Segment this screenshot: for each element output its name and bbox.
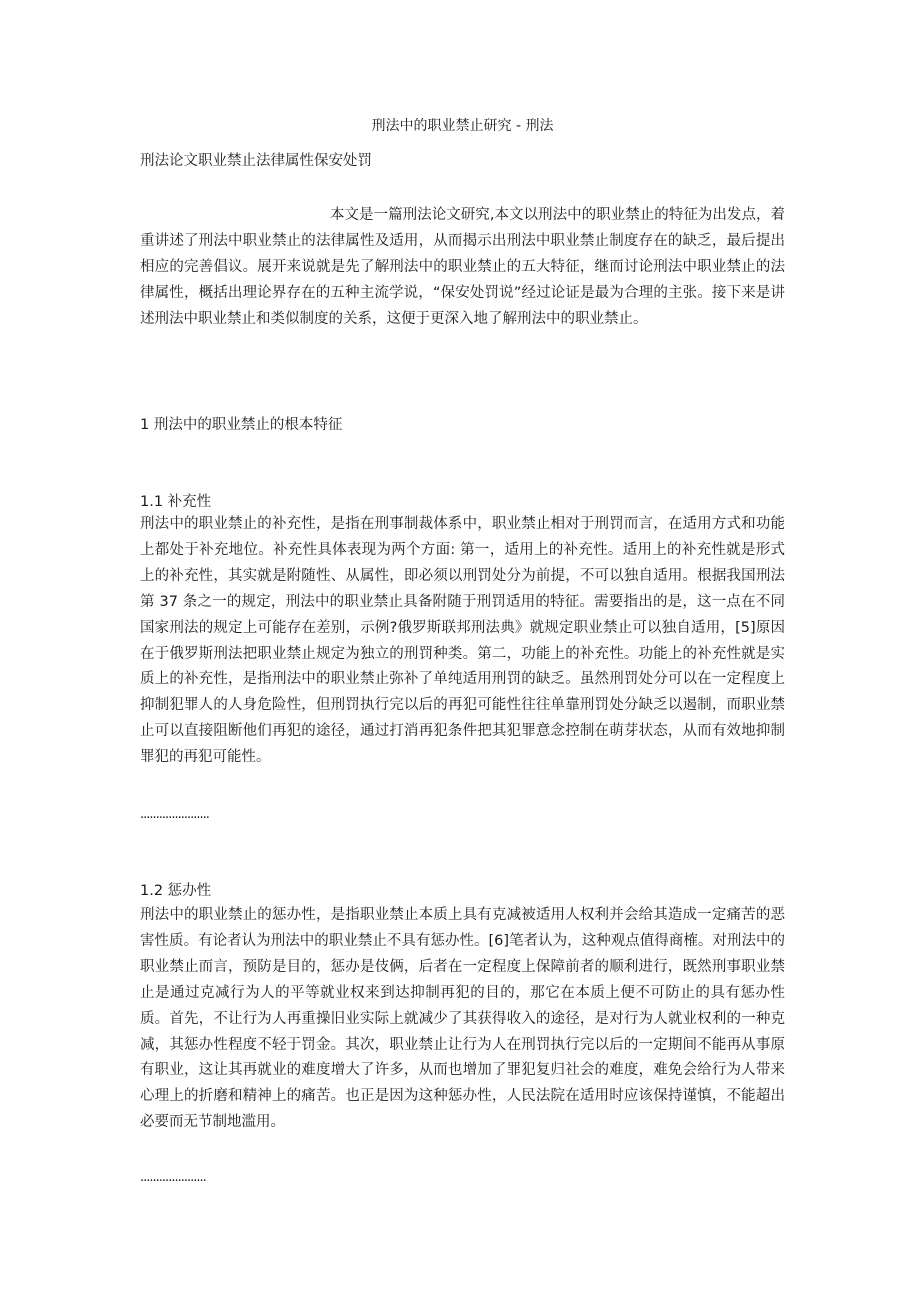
keywords-line: 刑法论文职业禁止法律属性保安处罚 (140, 153, 372, 169)
section-heading: 1 刑法中的职业禁止的根本特征 (140, 417, 343, 433)
ellipsis-marker: ...................... (140, 807, 209, 822)
subsection-paragraph: 刑法中的职业禁止的补充性，是指在刑事制裁体系中，职业禁止相对于刑罚而言，在适用方式和功能上都处于补充地位。补充性具体表现为两个方面: 第一，适用上的补充性。适用上的补充性就是形式上的补充性，其实就是附随性、从属性，即必须以刑罚处分为前提，不可以独自适用。根据我国刑法第 37 条之一的规定，刑法中的职业禁止具备附随于刑罚适用的特征。需要指出的是，这一点在不同国家刑法的规定上可能存在差别，示例?俄罗斯联邦刑法典》就规定职业禁止可以独自适用，[5]原因在于俄罗斯刑法把职业禁止规定为独立的刑罚种类。第二，功能上的补充性。功能上的补充性就是实质上的补充性，是指刑法中的职业禁止弥补了单纯适用刑罚的缺乏。虽然刑罚处分可以在一定程度上抑制犯罪人的人身危险性，但刑罚执行完以后的再犯可能性往往单靠刑罚处分缺乏以遏制，而职业禁止可以直接阻断他们再犯的途径，通过打消再犯条件把其犯罪意念控制在萌芽状态，从而有效地抑制罪犯的再犯可能性。 (140, 516, 785, 766)
subsection-heading: 1.2 惩办性 (140, 883, 212, 899)
abstract-paragraph: 本文是一篇刑法论文研究,本文以刑法中的职业禁止的特征为出发点，着重讲述了刑法中职业禁止的法律属性及适用，从而揭示出刑法中职业禁止制度存在的缺乏，最后提出相应的完善倡议。展开来说就是先了解刑法中的职业禁止的五大特征，继而讨论刑法中职业禁止的法律属性，概括出理论界存在的五种主流学说，“保安处罚说”经过论证是最为合理的主张。接下来是讲述刑法中职业禁止和类似制度的关系，这便于更深入地了解刑法中的职业禁止。 (140, 207, 785, 327)
document-title: 刑法中的职业禁止研究 - 刑法 (371, 118, 554, 134)
subsection-paragraph: 刑法中的职业禁止的惩办性，是指职业禁止本质上具有克减被适用人权利并会给其造成一定痛苦的恶害性质。有论者认为刑法中的职业禁止不具有惩办性。[6]笔者认为，这种观点值得商榷。对刑法中的职业禁止而言，预防是目的，惩办是伎俩，后者在一定程度上保障前者的顺利进行，既然刑事职业禁止是通过克减行为人的平等就业权来到达抑制再犯的目的，那它在本质上便不可防止的具有惩办性质。首先，不让行为人再重操旧业实际上就减少了其获得收入的途径，是对行为人就业权利的一种克减，其惩办性程度不轻于罚金。其次，职业禁止让行为人在刑罚执行完以后的一定期间不能再从事原有职业，这让其再就业的难度增大了许多，从而也增加了罪犯复归社会的难度，难免会给行为人带来心理上的折磨和精神上的痛苦。也正是因为这种惩办性，人民法院在适用时应该保持谨慎，不能超出必要而无节制地滥用。 (140, 907, 785, 1131)
ellipsis-marker: ..................... (140, 1170, 206, 1185)
subsection-heading: 1.1 补充性 (140, 494, 212, 510)
document-page (140, 0, 785, 1302)
